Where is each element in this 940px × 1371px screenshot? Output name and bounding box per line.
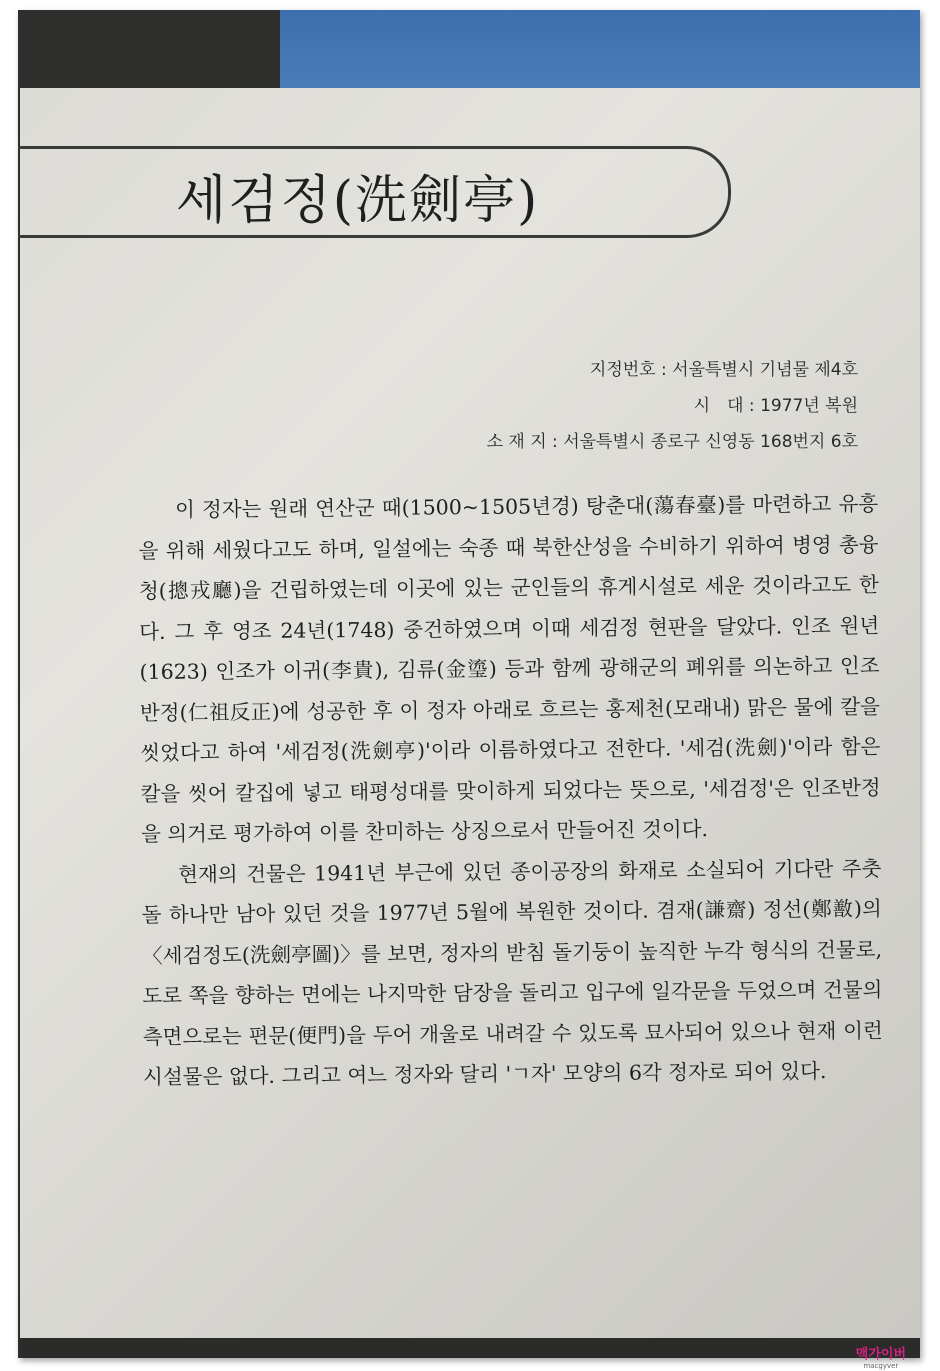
meta-value: 서울특별시 기념물 제4호 bbox=[672, 360, 858, 380]
meta-label: 지정번호 bbox=[589, 360, 656, 380]
sign-body bbox=[138, 484, 883, 1098]
watermark bbox=[856, 1348, 906, 1370]
sign-title: 세검정(洗劍亭) bbox=[176, 171, 540, 231]
meta-label: 소 재 지 bbox=[486, 432, 547, 452]
photo-frame bbox=[18, 10, 920, 1358]
sky-background bbox=[280, 10, 920, 88]
paragraph-history: 이 정자는 원래 연산군 때(1500~1505년경) 탕춘대(蕩春臺)를 마련하고 유흥을 위해 세웠다고도 하며, 일설에는 숙종 때 북한산성을 수비하기 위하여 병영 총융청(摠戎廳)을 건립하였는데 이곳에 있는 군인들의 휴게시설로 세운 것이라고도 한다. 그 후 영조 24년(1748) 중건하였으며 이때 세검정 현판을 달았다. 인조 원년(1623) 인조가 이귀(李貴), 김류(金瑬) 등과 함께 광해군의 폐위를 의논하고 인조반정(仁祖反正)에 성공한 후 이 정자 아래로 흐르는 홍제천(모래내) 맑은 물에 칼을 씻었다고 하여 '세검정(洗劍亭)'이라 이름하였다고 전한다. '세검(洗劍)'이라 함은 칼을 씻어 칼집에 넣고 태평성대를 맞이하게 되었다는 뜻으로, '세검정'은 인조반정을 의거로 평가하여 이를 찬미하는 상징으로서 만들어진 것이다. bbox=[138, 491, 881, 846]
meta-designation: 지정번호 : 서울특별시 기념물 제4호 bbox=[589, 360, 858, 380]
watermark-sub: macgyver bbox=[863, 1362, 899, 1370]
meta-value: 1977년 복원 bbox=[760, 396, 858, 416]
meta-label: 시 대 bbox=[693, 396, 744, 416]
information-sign bbox=[20, 88, 920, 1338]
watermark-main: 맥가이버 bbox=[855, 1347, 906, 1362]
paragraph-building: 현재의 건물은 1941년 부근에 있던 종이공장의 화재로 소실되어 기다란 주춧돌 하나만 남아 있던 것을 1977년 5월에 복원한 것이다. 겸재(謙齋) 정선(鄭敾)의 〈세검정도(洗劍亭圖)〉를 보면, 정자의 받침 돌기둥이 높직한 누각 형식의 건물로, 도로 쪽을 향하는 면에는 나지막한 담장을 돌리고 입구에 일각문을 두었으며 건물의 측면으로는 편문(便門)을 두어 개울로 내려갈 수 있도록 묘사되어 있으나 현재 이런 시설물은 없다. 그리고 여느 정자와 달리 'ㄱ자' 모양의 6각 정자로 되어 있다. bbox=[141, 856, 883, 1089]
meta-period: 시 대 : 1977년 복원 bbox=[693, 396, 858, 416]
sign-bottom-edge bbox=[20, 1338, 920, 1358]
meta-value: 서울특별시 종로구 신영동 168번지 6호 bbox=[563, 432, 858, 452]
meta-location: 소 재 지 : 서울특별시 종로구 신영동 168번지 6호 bbox=[486, 432, 858, 452]
sign-metadata bbox=[438, 352, 858, 460]
